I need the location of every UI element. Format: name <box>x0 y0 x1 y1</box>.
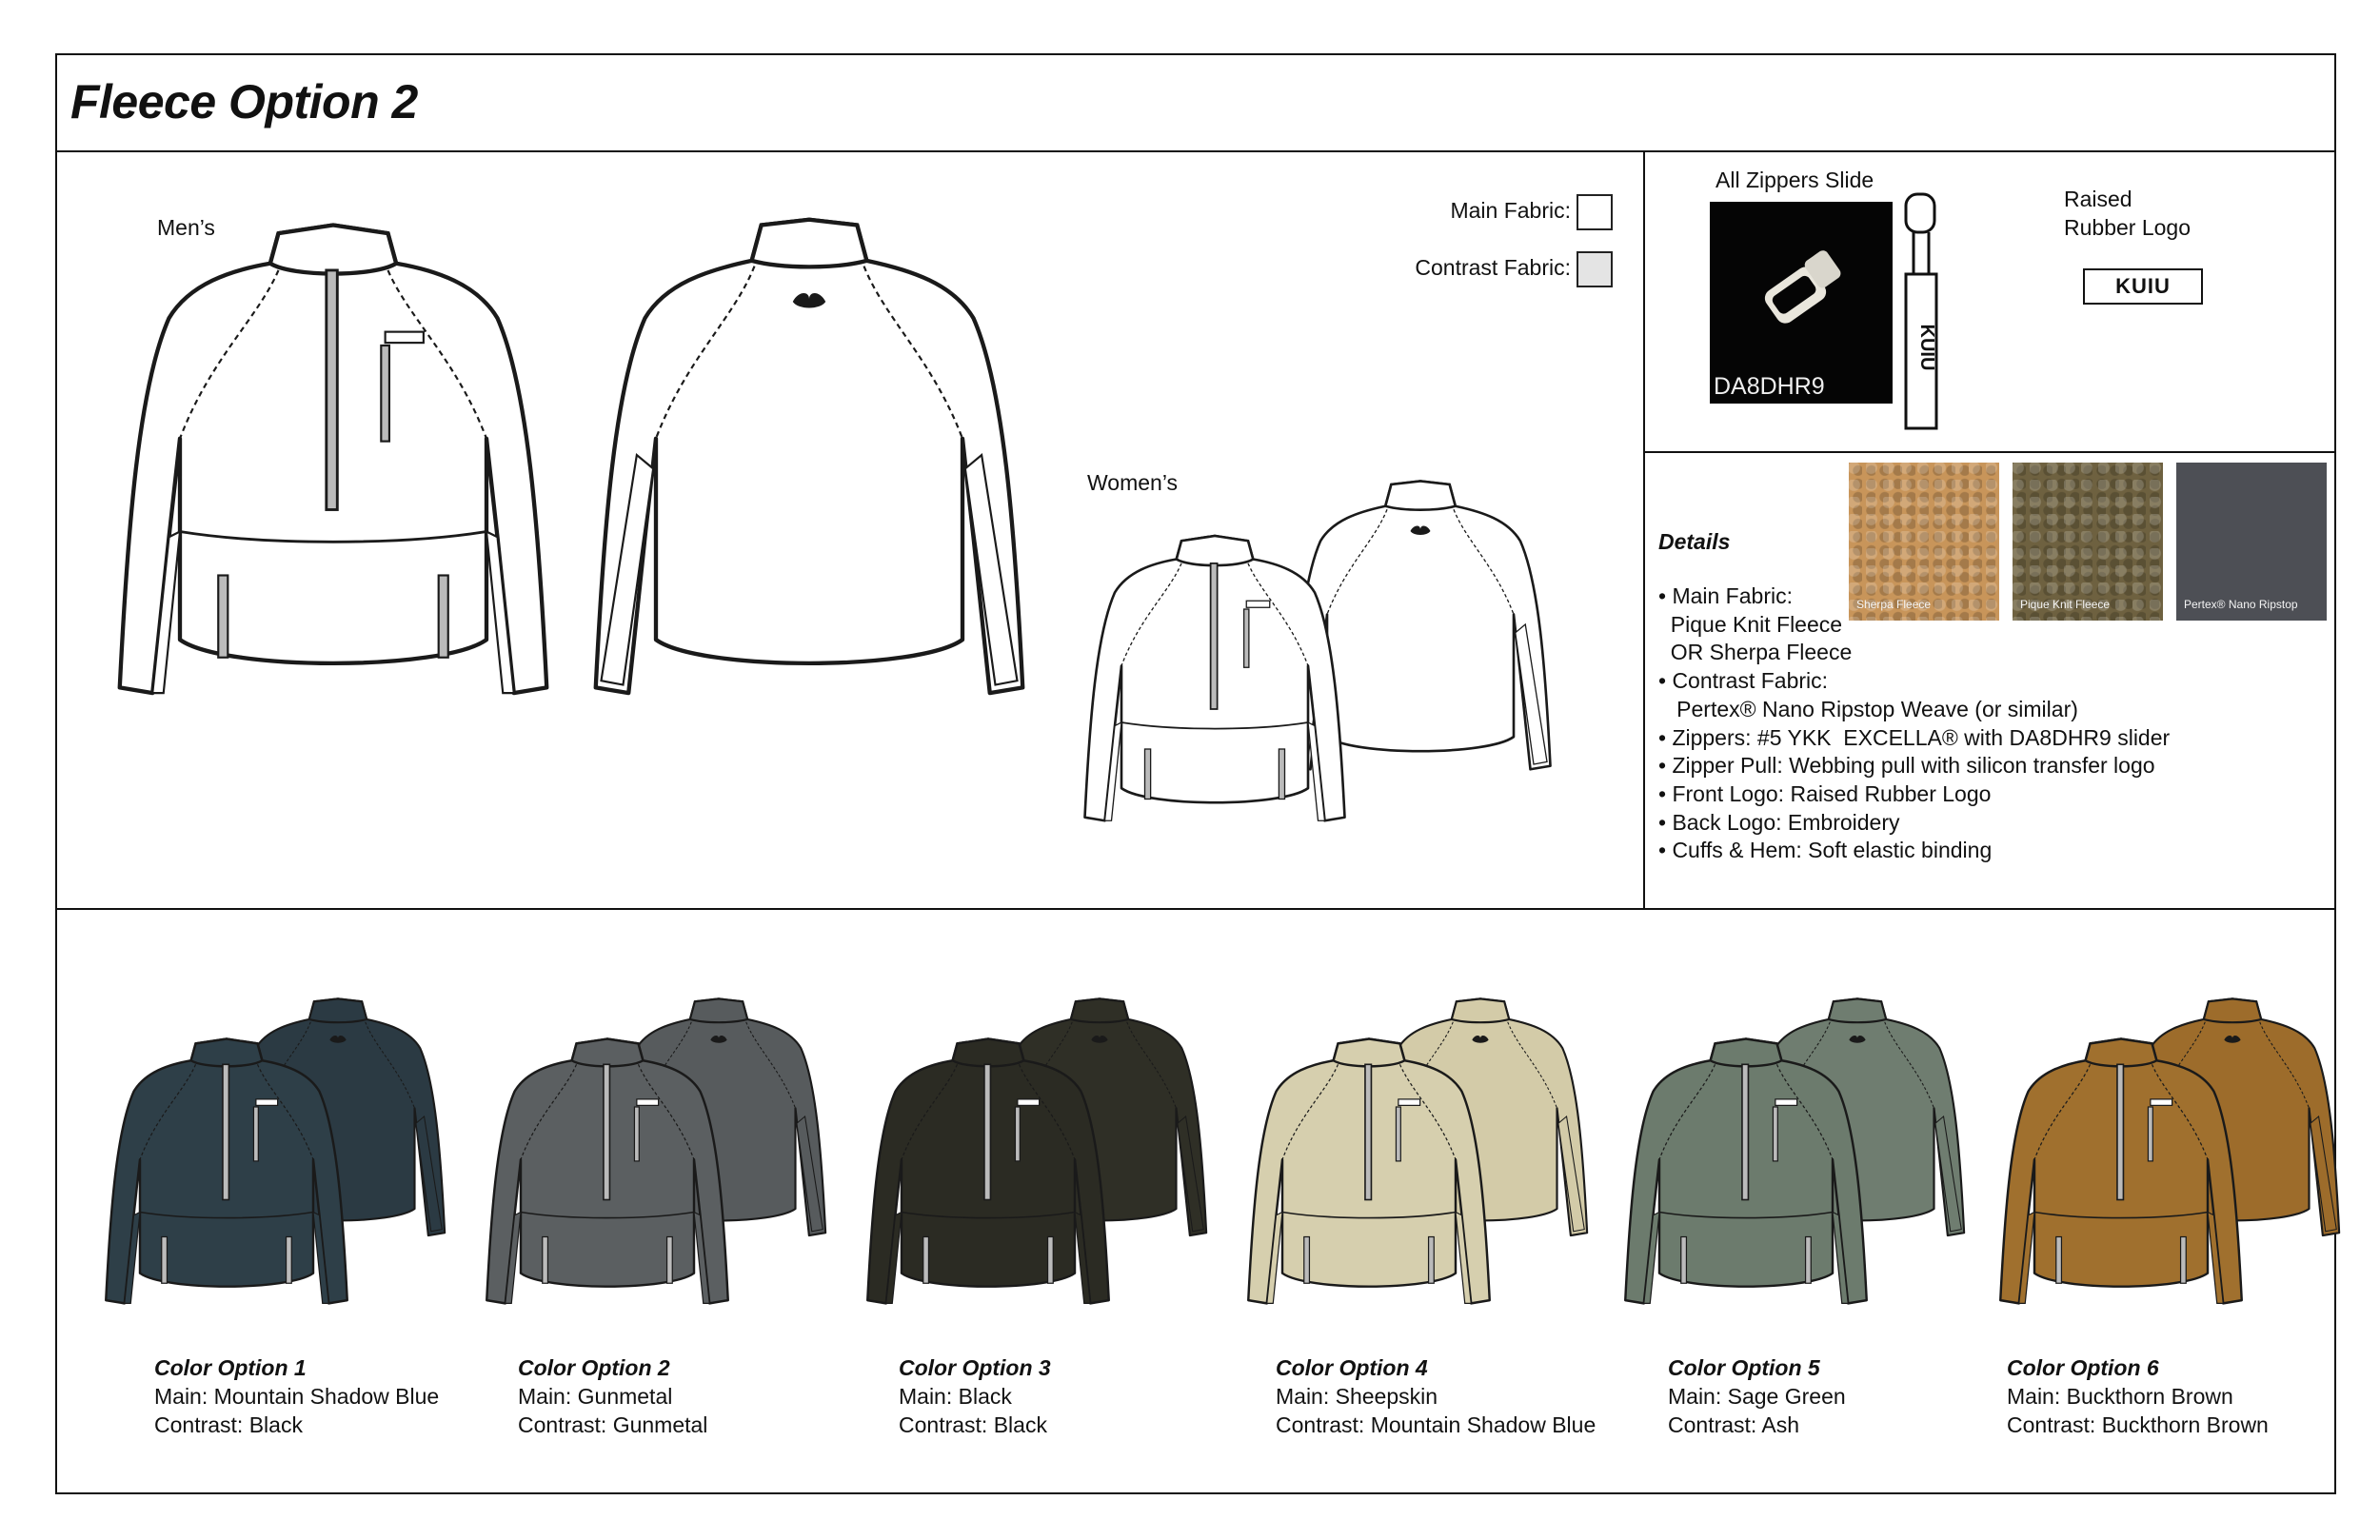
page-title: Fleece Option 2 <box>70 75 418 128</box>
details-item: • Main Fabric: <box>1658 583 1793 608</box>
color-option-main: Main: Mountain Shadow Blue <box>154 1384 440 1409</box>
color-option-main: Main: Sheepskin <box>1276 1384 1438 1409</box>
color-option-contrast: Contrast: Black <box>899 1412 1047 1437</box>
mens-label: Men’s <box>157 215 215 240</box>
divider-vertical <box>1643 150 1645 908</box>
colorway-front-2 <box>484 1017 731 1321</box>
details-list <box>1658 582 2170 865</box>
color-option-main: Main: Sage Green <box>1668 1384 1846 1409</box>
color-option-6 <box>2007 1353 2269 1439</box>
color-option-3 <box>899 1353 1051 1439</box>
fabric-swatch-label: Sherpa Fleece <box>1856 598 1932 611</box>
details-item: • Zipper Pull: Webbing pull with silicon transfer logo <box>1658 753 2155 779</box>
fabric-swatch-sherpa <box>1849 463 1999 621</box>
details-item: • Back Logo: Embroidery <box>1658 809 1900 835</box>
legend-contrast-swatch <box>1577 251 1613 287</box>
details-title: Details <box>1658 529 1731 554</box>
details-item: OR Sherpa Fleece <box>1658 640 1853 665</box>
color-option-title: Color Option 6 <box>2007 1355 2159 1380</box>
color-option-contrast: Contrast: Mountain Shadow Blue <box>1276 1412 1597 1437</box>
color-option-2 <box>518 1353 707 1439</box>
details-item: Pique Knit Fleece <box>1658 611 1843 637</box>
details-item: • Front Logo: Raised Rubber Logo <box>1658 780 1992 806</box>
zipper-code: DA8DHR9 <box>1714 373 1825 400</box>
rubber-logo-title <box>2064 185 2191 242</box>
womens-label: Women’s <box>1087 470 1179 495</box>
color-option-main: Main: Gunmetal <box>518 1384 673 1409</box>
rubber-logo-brand: KUIU <box>2115 274 2171 298</box>
divider-top <box>57 150 2334 152</box>
color-option-title: Color Option 4 <box>1276 1355 1428 1380</box>
fabric-swatch-label: Pertex® Nano Ripstop <box>2184 598 2298 611</box>
details-item: • Cuffs & Hem: Soft elastic binding <box>1658 838 1993 863</box>
zipper-title: All Zippers Slide <box>1716 168 1874 192</box>
rubber-logo-title-line2: Rubber Logo <box>2064 215 2191 240</box>
fabric-swatch-pertex <box>2176 463 2327 621</box>
womens-front-flat <box>1081 485 1348 866</box>
rubber-logo-title-line1: Raised <box>2064 187 2132 211</box>
color-option-main: Main: Black <box>899 1384 1012 1409</box>
colorway-front-1 <box>103 1017 350 1321</box>
color-option-title: Color Option 2 <box>518 1355 670 1380</box>
mens-front-flat <box>114 179 552 731</box>
fabric-swatch-pique <box>2013 463 2163 621</box>
color-option-contrast: Contrast: Black <box>154 1412 303 1437</box>
mens-back-flat <box>590 179 1028 731</box>
divider-right <box>1643 451 2334 453</box>
color-option-4 <box>1276 1353 1596 1439</box>
legend-contrast-label: Contrast Fabric: <box>1415 255 1571 280</box>
details-item: Pertex® Nano Ripstop Weave (or similar) <box>1658 696 2078 721</box>
divider-middle <box>57 908 2334 910</box>
fabric-swatch-label: Pique Knit Fleece <box>2020 598 2111 611</box>
details-item: • Zippers: #5 YKK EXCELLA® with DA8DHR9 slider <box>1658 724 2171 750</box>
color-option-contrast: Contrast: Ash <box>1668 1412 1800 1437</box>
legend-main-swatch <box>1577 194 1613 230</box>
legend-main-label: Main Fabric: <box>1450 198 1571 223</box>
color-option-1 <box>154 1353 439 1439</box>
zipper-pull-brand: KUIU <box>1916 324 1937 371</box>
colorway-front-5 <box>1622 1017 1870 1321</box>
color-option-title: Color Option 1 <box>154 1355 307 1380</box>
zipper-pull-icon <box>1893 190 1950 438</box>
colorway-front-6 <box>1997 1017 2245 1321</box>
color-option-contrast: Contrast: Buckthorn Brown <box>2007 1412 2269 1437</box>
color-option-contrast: Contrast: Gunmetal <box>518 1412 708 1437</box>
rubber-logo-badge <box>2083 268 2203 305</box>
color-option-5 <box>1668 1353 1846 1439</box>
colorway-front-3 <box>864 1017 1112 1321</box>
color-option-title: Color Option 3 <box>899 1355 1051 1380</box>
colorway-front-4 <box>1245 1017 1493 1321</box>
details-item: • Contrast Fabric: <box>1658 668 1829 694</box>
color-option-title: Color Option 5 <box>1668 1355 1820 1380</box>
color-option-main: Main: Buckthorn Brown <box>2007 1384 2233 1409</box>
